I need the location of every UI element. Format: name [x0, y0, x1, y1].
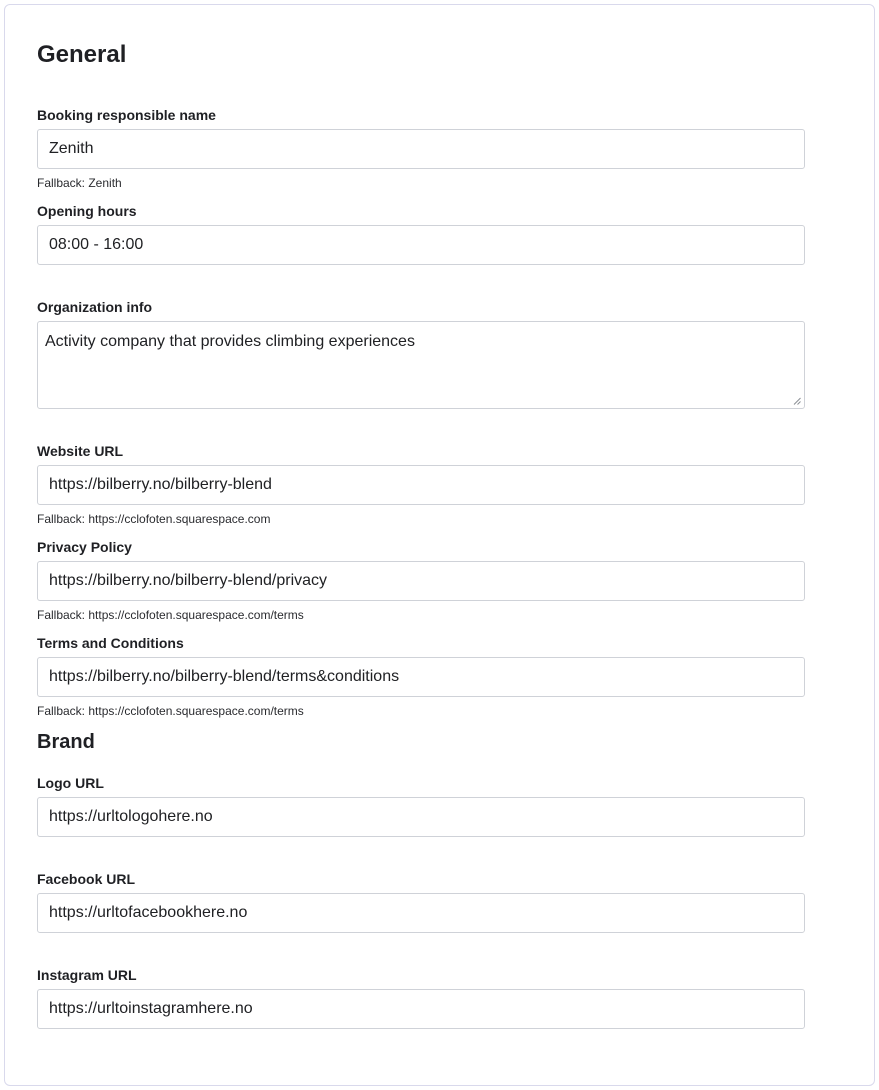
instagram-url-input[interactable]: https://urltoinstagramhere.no	[37, 989, 805, 1029]
instagram-url-label: Instagram URL	[37, 967, 137, 983]
terms-conditions-fallback: Fallback: https://cclofoten.squarespace.com/terms	[37, 704, 304, 718]
website-url-input[interactable]: https://bilberry.no/bilberry-blend	[37, 465, 805, 505]
logo-url-label: Logo URL	[37, 775, 104, 791]
general-section-title: General	[37, 41, 127, 68]
website-url-label: Website URL	[37, 443, 124, 459]
brand-section-title: Brand	[37, 731, 95, 753]
logo-url-input[interactable]: https://urltologohere.no	[37, 797, 805, 837]
terms-conditions-input[interactable]: https://bilberry.no/bilberry-blend/terms&conditions	[37, 657, 805, 697]
privacy-policy-label: Privacy Policy	[37, 539, 132, 555]
organization-info-label: Organization info	[37, 299, 153, 315]
booking-responsible-fallback: Fallback: Zenith	[37, 176, 122, 190]
booking-responsible-label: Booking responsible name	[37, 107, 216, 123]
terms-conditions-label: Terms and Conditions	[37, 635, 184, 651]
facebook-url-label: Facebook URL	[37, 871, 136, 887]
organization-info-textarea[interactable]	[37, 321, 805, 409]
organization-info-text: Activity company that provides climbing experiences	[45, 333, 415, 350]
opening-hours-label: Opening hours	[37, 203, 137, 219]
privacy-policy-fallback: Fallback: https://cclofoten.squarespace.com/terms	[37, 608, 304, 622]
website-url-fallback: Fallback: https://cclofoten.squarespace.com	[37, 512, 271, 526]
resize-handle-icon[interactable]	[793, 397, 801, 405]
privacy-policy-input[interactable]: https://bilberry.no/bilberry-blend/privacy	[37, 561, 805, 601]
opening-hours-input[interactable]: 08:00 - 16:00	[37, 225, 805, 265]
facebook-url-input[interactable]: https://urltofacebookhere.no	[37, 893, 805, 933]
booking-responsible-input[interactable]: Zenith	[37, 129, 805, 169]
